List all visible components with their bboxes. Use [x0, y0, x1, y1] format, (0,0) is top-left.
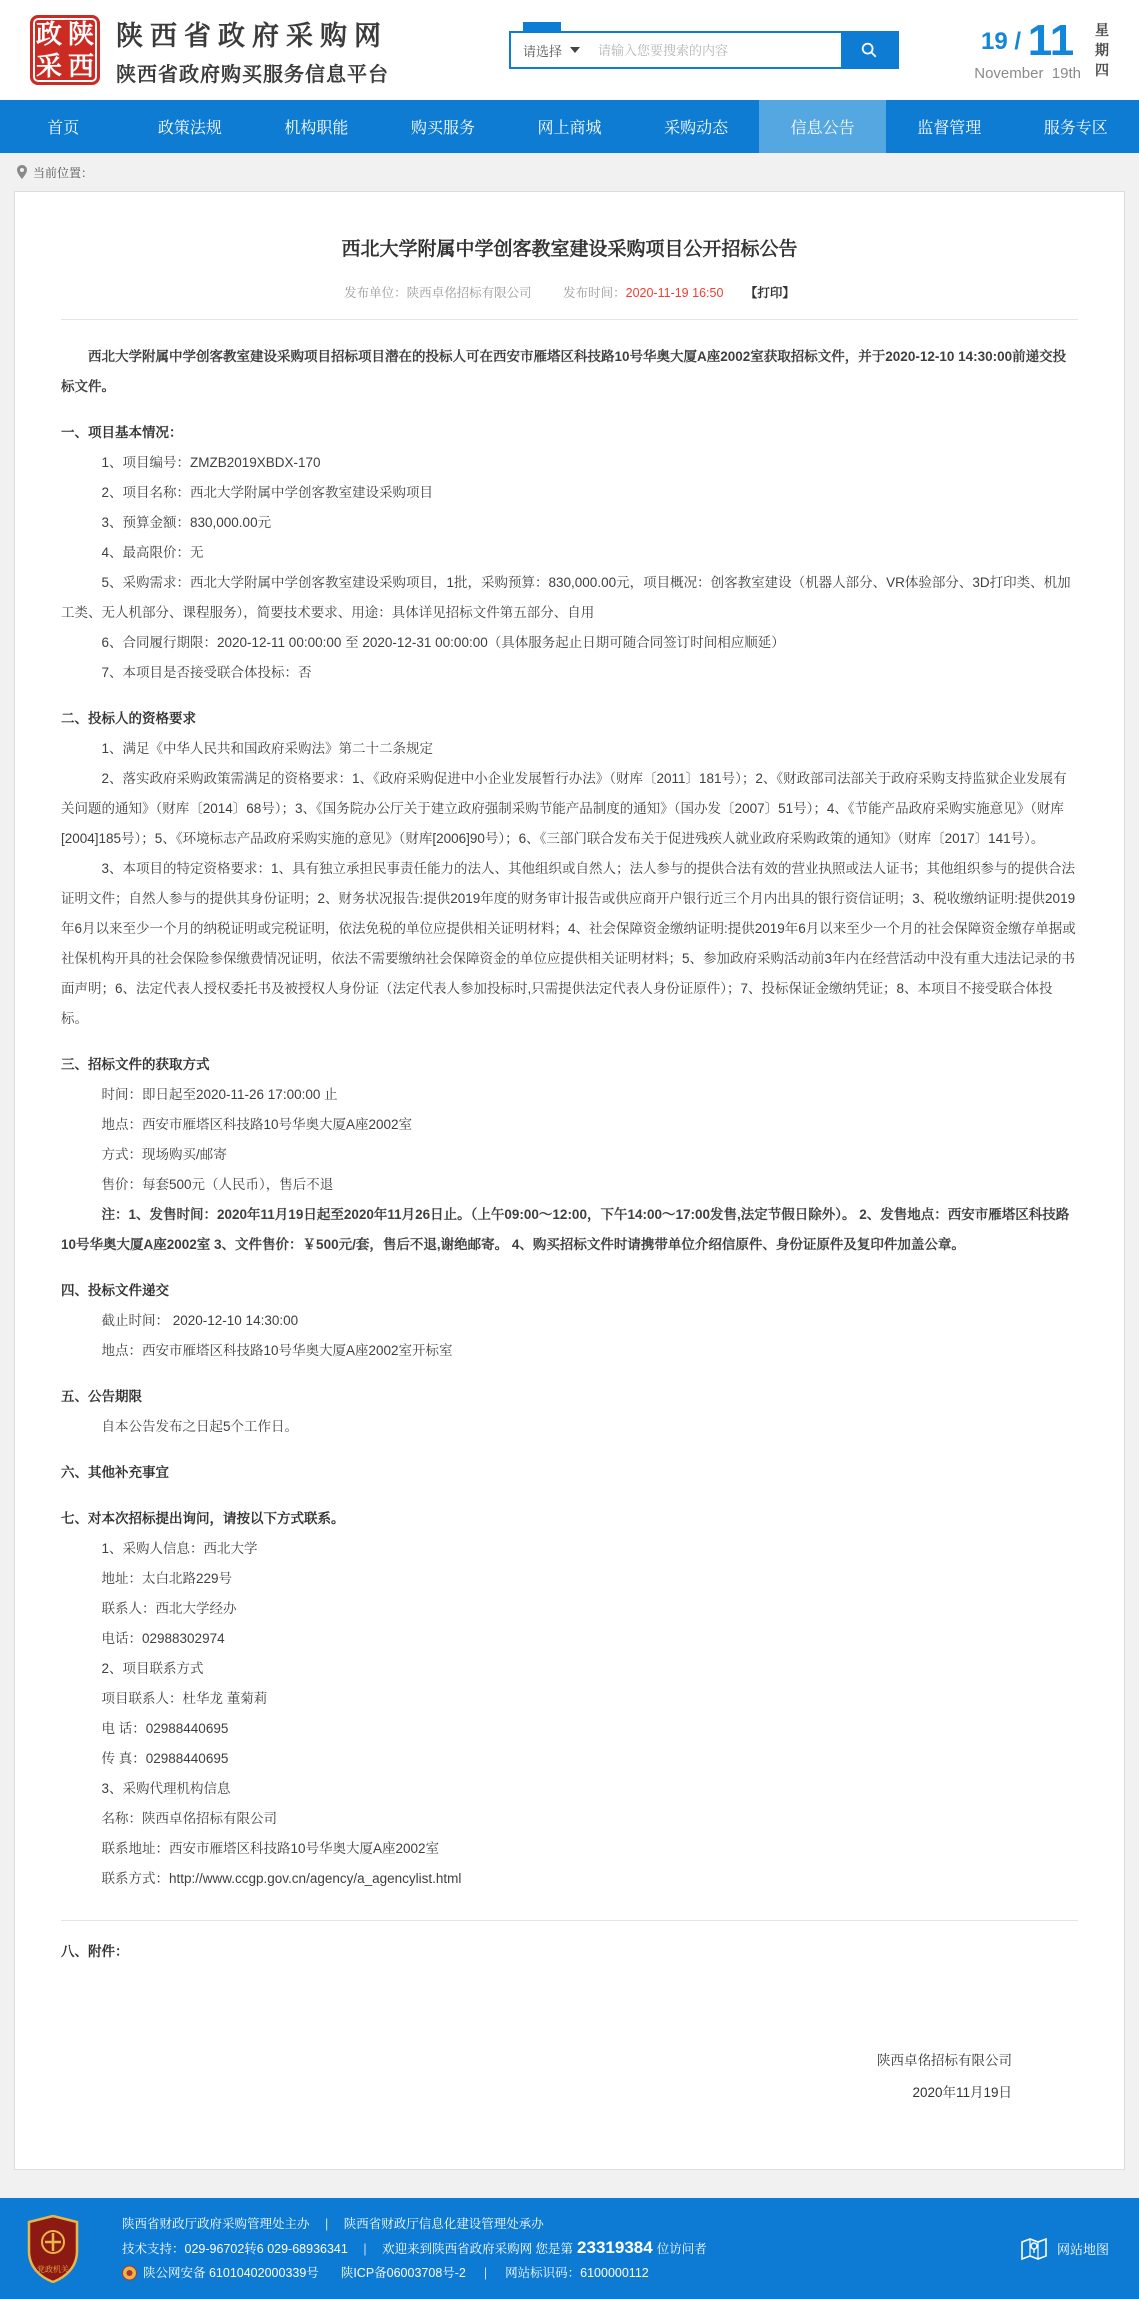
nav-item-购买服务[interactable]: 购买服务: [380, 100, 507, 153]
logo-char: 政: [36, 20, 62, 49]
body-paragraph: 名称：陕西卓佲招标有限公司: [61, 1804, 1078, 1834]
footer-support: 技术支持：029-96702转6 029-68936341: [122, 2242, 348, 2256]
body-paragraph: 地点：西安市雁塔区科技路10号华奥大厦A座2002室开标室: [61, 1336, 1078, 1366]
search-category-tab: [523, 22, 561, 32]
sitemap-link[interactable]: [1019, 2234, 1109, 2264]
sitemap-icon: [1019, 2234, 1049, 2264]
search-icon: [860, 41, 878, 59]
publisher-value: 陕西卓佲招标有限公司: [407, 286, 532, 300]
location-pin-icon: [16, 165, 28, 179]
nav-item-采购动态[interactable]: 采购动态: [633, 100, 760, 153]
body-paragraph: 注：1、发售时间：2020年11月19日起至2020年11月26日止。（上午09:00～12:00，下午14:00～17:00发售,法定节假日除外）。 2、发售地点：西安市雁塔区科技路10号华奥大厦A座2002室 3、文件售价：￥500元/套，售后不退,谢绝邮寄。 4、购买招标文件时请携带单位介绍信原件、身份证原件及复印件加盖公章。: [61, 1200, 1078, 1260]
pubtime-label: 发布时间：: [563, 286, 626, 300]
date-numeric: 19 / 11: [974, 19, 1081, 63]
body-paragraph: 方式：现场购买/邮寄: [61, 1140, 1078, 1170]
nav-item-机构职能[interactable]: 机构职能: [253, 100, 380, 153]
top-header: [0, 0, 1139, 100]
body-paragraph: 自本公告发布之日起5个工作日。: [61, 1412, 1078, 1442]
footer-line-1: 陕西省财政厅政府采购管理处主办 | 陕西省财政厅信息化建设管理处承办: [122, 2212, 707, 2236]
nav-item-网上商城[interactable]: 网上商城: [506, 100, 633, 153]
nav-item-服务专区[interactable]: 服务专区: [1013, 100, 1139, 153]
sitemap-label: 网站地图: [1057, 2239, 1109, 2258]
body-paragraph: 2、项目联系方式: [61, 1654, 1078, 1684]
site-code: 网站标识码：6100000112: [505, 2261, 649, 2285]
search-button[interactable]: [841, 33, 897, 67]
meta-divider: [61, 319, 1078, 320]
section-heading: 六、其他补充事宜: [61, 1458, 1078, 1488]
body-paragraph: 售价：每套500元（人民币），售后不退: [61, 1170, 1078, 1200]
body-paragraph: 联系方式：http://www.ccgp.gov.cn/agency/a_agencylist.html: [61, 1864, 1078, 1894]
section-heading: 一、项目基本情况：: [61, 418, 1078, 448]
beian-2[interactable]: 陕ICP备06003708号-2: [341, 2261, 466, 2285]
body-paragraph: 时间：即日起至2020-11-26 17:00:00 止: [61, 1080, 1078, 1110]
body-paragraph: 联系人：西北大学经办: [61, 1594, 1078, 1624]
body-paragraph: 1、满足《中华人民共和国政府采购法》第二十二条规定: [61, 734, 1078, 764]
logo-char: 西: [68, 52, 94, 81]
section-heading: 四、投标文件递交: [61, 1276, 1078, 1306]
footer-text: [122, 2212, 707, 2285]
nav-item-信息公告[interactable]: 信息公告: [759, 100, 886, 153]
footer-undertaker: 陕西省财政厅信息化建设管理处承办: [344, 2217, 544, 2231]
search-box: [509, 31, 899, 69]
footer-line-2: 技术支持：029-96702转6 029-68936341 | 欢迎来到陕西省政府采购网 您是第 23319384 位访问者: [122, 2236, 707, 2261]
section-heading: 七、对本次招标提出询问，请按以下方式联系。: [61, 1504, 1078, 1534]
nav-item-监督管理[interactable]: 监督管理: [886, 100, 1013, 153]
footer-organizer: 陕西省财政厅政府采购管理处主办: [122, 2217, 310, 2231]
site-titles: [116, 14, 389, 87]
body-paragraph: 西北大学附属中学创客教室建设采购项目招标项目潜在的投标人可在西安市雁塔区科技路10号华奥大厦A座2002室获取招标文件，并于2020-12-10 14:30:00前递交投标文件。: [61, 342, 1078, 402]
page-title: 西北大学附属中学创客教室建设采购项目公开招标公告: [61, 234, 1078, 261]
site-title: 陕西省政府采购网: [116, 14, 389, 53]
pubtime-value: 2020-11-19 16:50: [626, 286, 724, 300]
site-subtitle: 陕西省政府购买服务信息平台: [116, 58, 389, 87]
attachment-divider: [61, 1920, 1078, 1921]
body-paragraph: 电 话：02988440695: [61, 1714, 1078, 1744]
breadcrumb-label: 当前位置：: [33, 164, 93, 181]
section-heading: 二、投标人的资格要求: [61, 704, 1078, 734]
body-paragraph: 地址：太白北路229号: [61, 1564, 1078, 1594]
body-paragraph: 4、最高限价：无: [61, 538, 1078, 568]
body-paragraph: 地点：西安市雁塔区科技路10号华奥大厦A座2002室: [61, 1110, 1078, 1140]
body-paragraph: 传 真：02988440695: [61, 1744, 1078, 1774]
body-paragraph: 1、项目编号：ZMZB2019XBDX-170: [61, 448, 1078, 478]
logo-char: 陕: [68, 20, 94, 49]
body-paragraph: 5、采购需求：西北大学附属中学创客教室建设采购项目，1批，采购预算：830,000.00元，项目概况：创客教室建设（机器人部分、VR体验部分、3D打印类、机加工类、无人机部分、课程服务），简要技术要求、用途：具体详见招标文件第五部分、自用: [61, 568, 1078, 628]
article-body: [61, 342, 1078, 1894]
date-widget: [974, 19, 1111, 82]
footer-welcome-suffix: 位访问者: [657, 2242, 707, 2256]
article-meta: [61, 283, 1078, 301]
print-button[interactable]: 【打印】: [745, 286, 795, 300]
visitor-count: 23319384: [577, 2238, 653, 2257]
publisher-label: 发布单位：: [344, 286, 407, 300]
article-card: [14, 191, 1125, 2170]
body-paragraph: 联系地址：西安市雁塔区科技路10号华奥大厦A座2002室: [61, 1834, 1078, 1864]
beian-1[interactable]: 陕公网安备 61010402000339号: [143, 2261, 319, 2285]
search-input[interactable]: [590, 33, 841, 67]
weekday-label: 星期四: [1095, 20, 1111, 81]
logo-char: 采: [36, 52, 62, 81]
police-badge-icon: [122, 2265, 137, 2281]
body-paragraph: 电话：02988302974: [61, 1624, 1078, 1654]
signature-company: 陕西卓佲招标有限公司: [61, 2045, 1012, 2077]
nav-item-政策法规[interactable]: 政策法规: [127, 100, 254, 153]
search-area: [509, 31, 899, 69]
main-nav: [0, 100, 1139, 153]
body-paragraph: 3、预算金额：830,000.00元: [61, 508, 1078, 538]
chevron-down-icon: [570, 47, 580, 53]
body-paragraph: 2、落实政府采购政策需满足的资格要求：1、《政府采购促进中小企业发展暂行办法》（财库〔2011〕181号）；2、《财政部司法部关于政府采购支持监狱企业发展有关问题的通知》（财库〔2014〕68号）；3、《国务院办公厅关于建立政府强制采购节能产品制度的通知》（国办发〔2007〕51号）；4、《节能产品政府采购实施意见》（财库[2004]185号）；5、《环境标志产品政府采购实施的意见》（财库[2006]90号）；6、《三部门联合发布关于促进残疾人就业政府采购政策的通知》（财库〔2017〕141号）。: [61, 764, 1078, 854]
government-badge-icon: [26, 2215, 80, 2283]
body-paragraph: 6、合同履行期限：2020-12-11 00:00:00 至 2020-12-31 00:00:00（具体服务起止日期可随合同签订时间相应顺延）: [61, 628, 1078, 658]
footer-welcome: 欢迎来到陕西省政府采购网 您是第: [382, 2242, 573, 2256]
body-paragraph: 截止时间： 2020-12-10 14:30:00: [61, 1306, 1078, 1336]
search-category-select[interactable]: [511, 33, 590, 67]
date-text: November 19th: [974, 65, 1081, 82]
signature-date: 2020年11月19日: [61, 2077, 1012, 2109]
section-heading: 三、招标文件的获取方式: [61, 1050, 1078, 1080]
search-select-label: 请选择: [523, 41, 562, 60]
signature-block: [61, 2045, 1078, 2109]
body-paragraph: 3、本项目的特定资格要求：1、具有独立承担民事责任能力的法人、其他组织或自然人；法人参与的提供合法有效的营业执照或法人证书；其他组织参与的提供合法证明文件；自然人参与的提供其身份证明；2、财务状况报告:提供2019年度的财务审计报告或供应商开户银行近三个月内出具的银行资信证明；3、税收缴纳证明:提供2019年6月以来至少一个月的纳税证明或完税证明，依法免税的单位应提供相关证明材料；4、社会保障资金缴纳证明:提供2019年6月以来至少一个月的社会保障资金缴存单据或社保机构开具的社会保险参保缴费情况证明，依法不需要缴纳社会保障资金的单位应提供相关证明材料；5、参加政府采购活动前3年内在经营活动中没有重大违法记录的书面声明；6、法定代表人授权委托书及被授权人身份证（法定代表人参加投标时,只需提供法定代表人身份证原件）；7、投标保证金缴纳凭证；8、本项目不接受联合体投标。: [61, 854, 1078, 1034]
nav-item-首页[interactable]: 首页: [0, 100, 127, 153]
attachment-heading: 八、附件：: [61, 1937, 1078, 1967]
body-paragraph: 7、本项目是否接受联合体投标：否: [61, 658, 1078, 688]
svg-text:党政机关: 党政机关: [37, 2264, 69, 2274]
body-paragraph: 项目联系人：杜华龙 董菊莉: [61, 1684, 1078, 1714]
footer: [0, 2198, 1139, 2299]
breadcrumb: [0, 153, 1139, 191]
body-paragraph: 3、采购代理机构信息: [61, 1774, 1078, 1804]
footer-line-3: 陕公网安备 61010402000339号 陕ICP备06003708号-2 | 网站标识码：6100000112: [122, 2261, 707, 2285]
section-heading: 五、公告期限: [61, 1382, 1078, 1412]
body-paragraph: 2、项目名称：西北大学附属中学创客教室建设采购项目: [61, 478, 1078, 508]
site-logo[interactable]: [30, 15, 100, 85]
body-paragraph: 1、采购人信息：西北大学: [61, 1534, 1078, 1564]
